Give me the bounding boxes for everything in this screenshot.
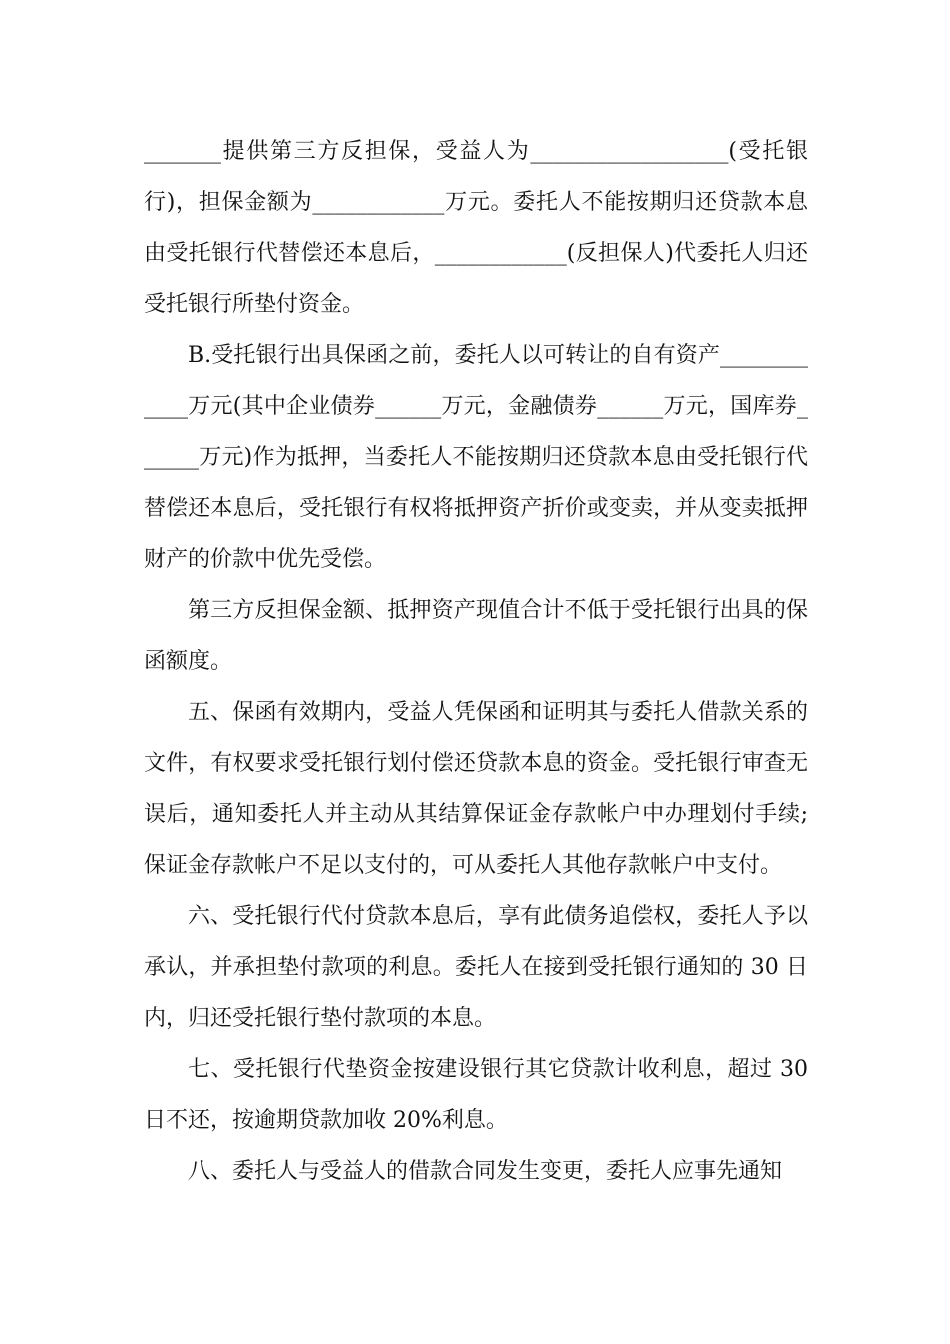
paragraph-clause-7: 七、受托银行代垫资金按建设银行其它贷款计收利息，超过 30 日不还，按逾期贷款加收 20%利息。 (144, 1057, 815, 1133)
document-body (144, 126, 815, 1197)
paragraph-counter-guarantee: _______提供第三方反担保，受益人为__________________(受托银行)，担保金额为____________万元。委托人不能按期归还贷款本息由受托银行代替偿还本息后，____________(反担保人)代委托人归还受托银行所垫付资金。 (144, 139, 808, 317)
paragraph-third-party-amount: 第三方反担保金额、抵押资产现值合计不低于受托银行出具的保函额度。 (144, 598, 808, 674)
paragraph-clause-5: 五、保函有效期内，受益人凭保函和证明其与委托人借款关系的文件，有权要求受托银行划付偿还贷款本息的资金。受托银行审查无误后，通知委托人并主动从其结算保证金存款帐户中办理划付手续;保证金存款帐户不足以支付的，可从委托人其他存款帐户中支付。 (144, 700, 808, 878)
paragraph-clause-b: B.受托银行出具保函之前，委托人以可转让的自有资产____________万元(其中企业债券______万元，金融债券______万元，国库券______万元)作为抵押，当委托人不能按期归还贷款本息由受托银行代替偿还本息后，受托银行有权将抵押资产折价或变卖，并从变卖抵押财产的价款中优先受偿。 (144, 343, 808, 572)
paragraph-clause-6: 六、受托银行代付贷款本息后，享有此债务追偿权，委托人予以承认，并承担垫付款项的利息。委托人在接到受托银行通知的 30 日内，归还受托银行垫付款项的本息。 (144, 904, 808, 1031)
paragraph-clause-8: 八、委托人与受益人的借款合同发生变更，委托人应事先通知 (188, 1159, 783, 1184)
